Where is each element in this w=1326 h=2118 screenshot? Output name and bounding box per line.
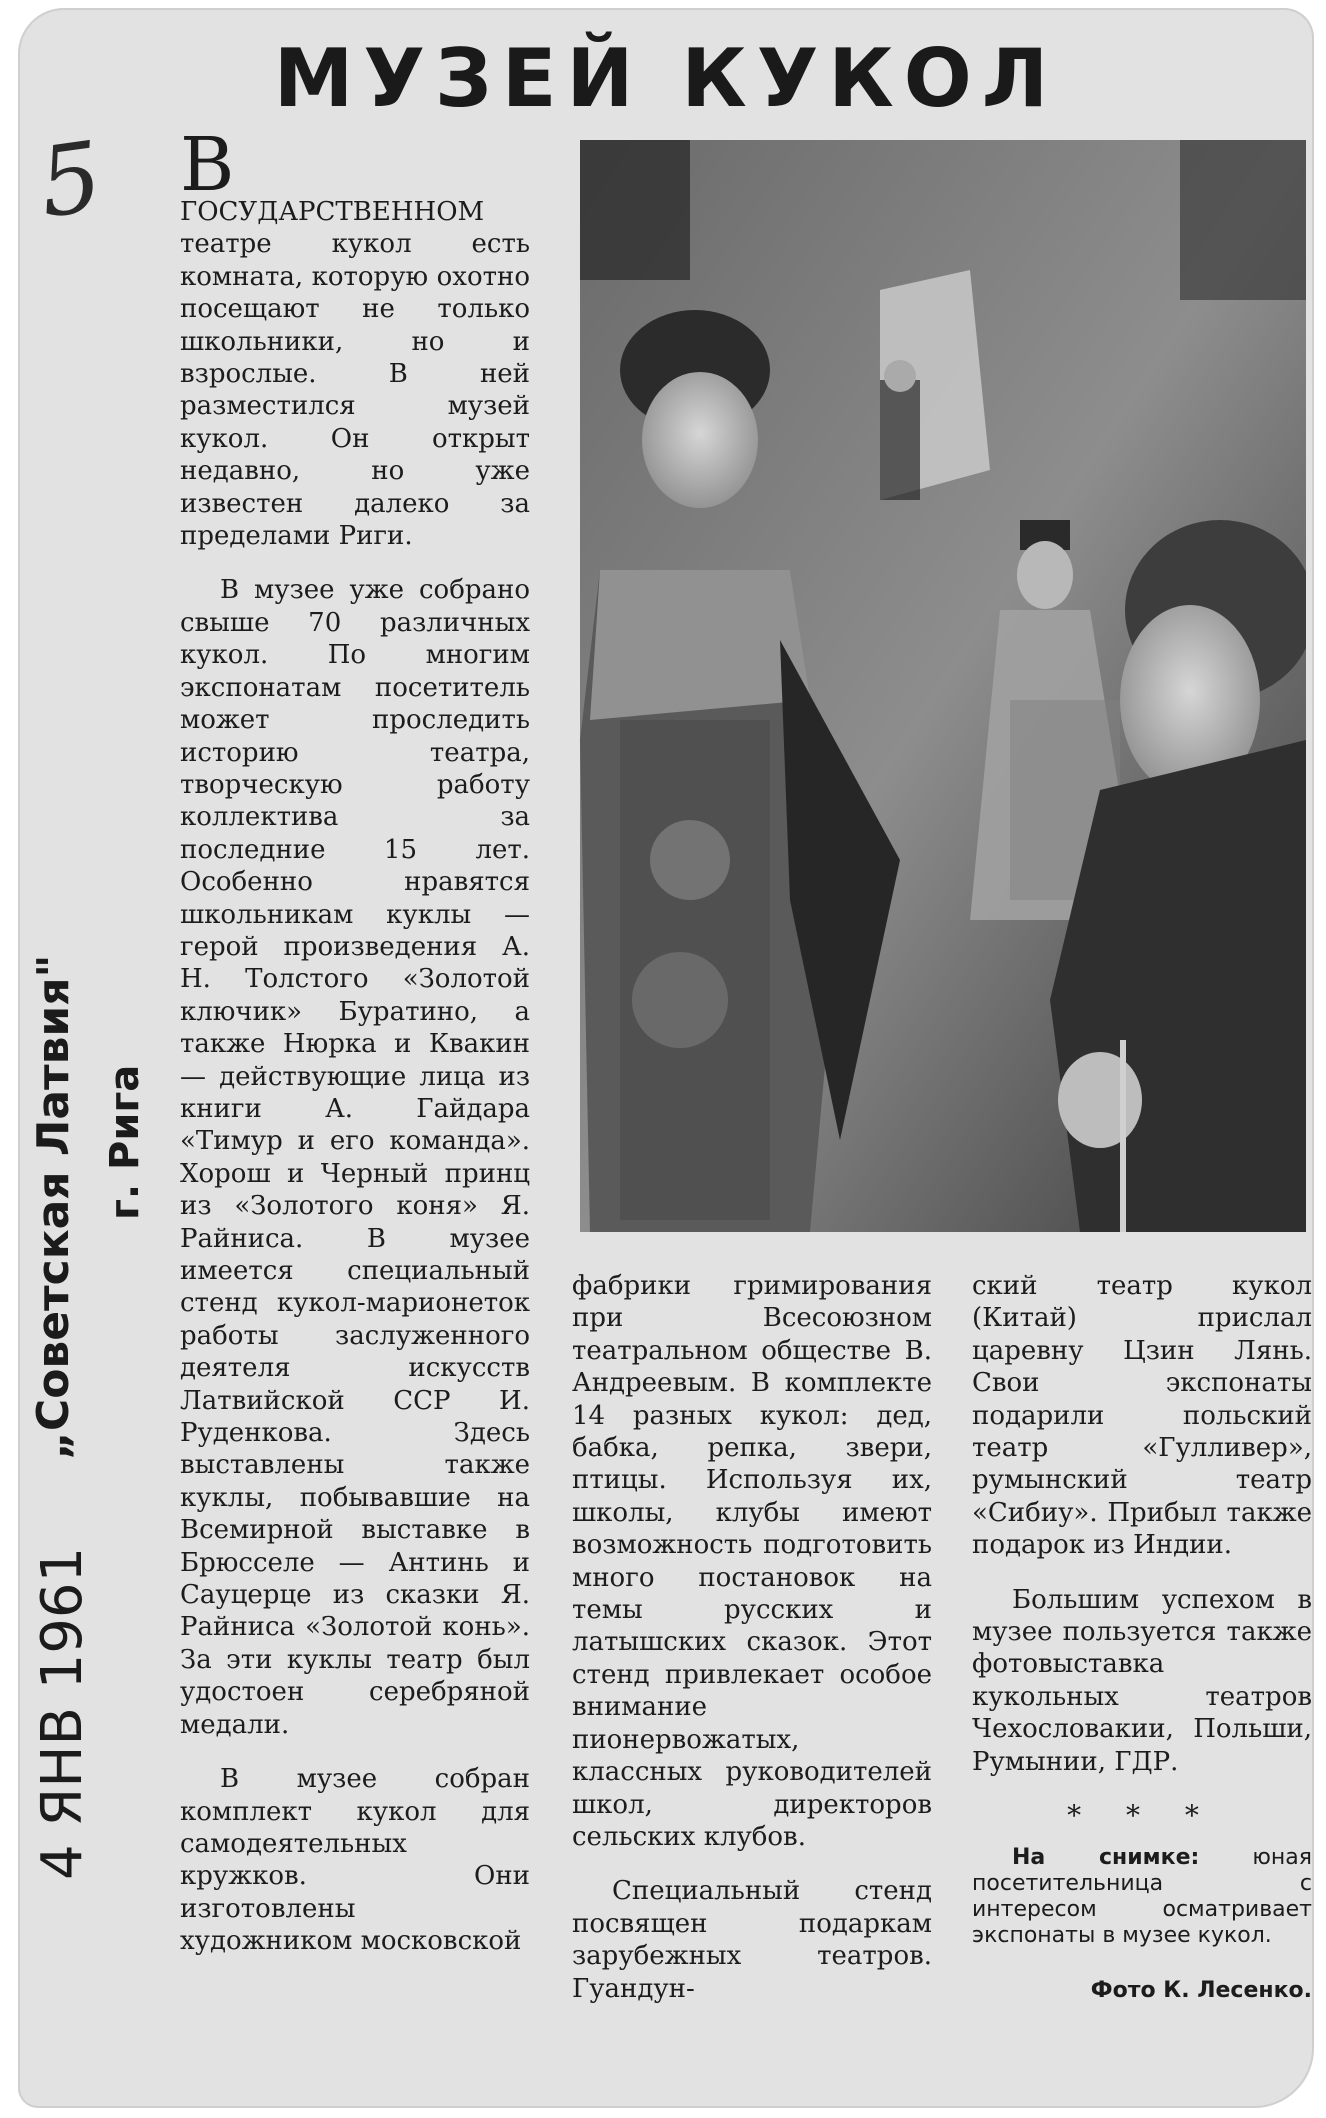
drop-cap: В [180,122,235,208]
column-3 [972,1270,1312,2007]
paragraph-5: Большим успехом в музее пользуется также фотовыставка кукольных театров Чехословакии, Польши, Румынии, ГДР. [972,1584,1312,1777]
stamp-paper: „Советская Латвия" [28,954,79,1460]
separator-stars: * * * [1067,1799,1217,1833]
paragraph-1 [180,122,530,552]
photo-caption [972,1845,1312,1949]
photo-credit: Фото К. Лесенко. [1090,1977,1312,2003]
handwritten-number: 5 [32,120,109,240]
column-2 [572,1270,932,2027]
caption-lead: На снимке: [1012,1844,1200,1870]
photo-girl-with-dolls [580,140,1306,1232]
column-1 [180,122,530,1980]
paragraph-1-text: ГОСУДАРСТВЕННОМ театре кукол есть комната, которую охотно посещают не только школьники, но и взрослые. В ней разместился музей кукол. Он открыт недавно, но уже известен далеко за пределами Риги. [180,197,530,552]
stamp-date: 4 ЯНВ 1961 [30,1546,95,1880]
photo-illustration [580,140,1306,1232]
paragraph-3-start: В музее собран комплект кукол для самодеятельных кружков. Они изготовлены художником московской [180,1764,530,1957]
caption-text: юная посетительница с интересом осматривает экспонаты в музее кукол. [972,1844,1312,1948]
date-stamp [28,954,170,1880]
paragraph-3-end: фабрики гримирования при Всесоюзном театральном обществе В. Андреевым. В комплекте 14 разных кукол: дед, бабка, репка, звери, птицы. Используя их, школы, клубы имеют возможность подготовить много постановок на темы русских и латышских сказок. Этот стенд привлекает особое внимание пионервожатых, классных руководителей школ, директоров сельских клубов. [572,1271,932,1852]
headline: МУЗЕЙ КУКОЛ [273,32,1059,125]
paragraph-4-start: Специальный стенд посвящен подаркам зарубежных театров. Гуандун- [572,1876,932,2004]
paragraph-2: В музее уже собрано свыше 70 различных кукол. По многим экспонатам посетитель может проследить историю театра, творческую работу коллектива за последние 15 лет. Особенно нравятся школьникам куклы — герой произведения А. Н. Толстого «Золотой ключик» Буратино, а также Нюрка и Квакин — действующие лица из книги А. Гайдара «Тимур и его команда». Хорош и Черный принц из «Золотого коня» Я. Райниса. В музее имеется специальный стенд кукол-марионеток работы заслуженного деятеля искусств Латвийской ССР И. Руденкова. Здесь выставлены также куклы, побывавшие на Всемирной выставке в Брюсселе — Антинь и Сауцерце из сказки Я. Райниса «Золотой конь». За эти куклы театр был удостоен серебряной медали. [180,575,530,1740]
paragraph-4-end: ский театр кукол (Китай) прислал царевну Цзин Лянь. Свои экспонаты подарили польский театр «Гулливер», румынский театр «Сибиу». Прибыл также подарок из Индии. [972,1271,1312,1561]
stamp-city: г. Рига [102,1064,148,1220]
